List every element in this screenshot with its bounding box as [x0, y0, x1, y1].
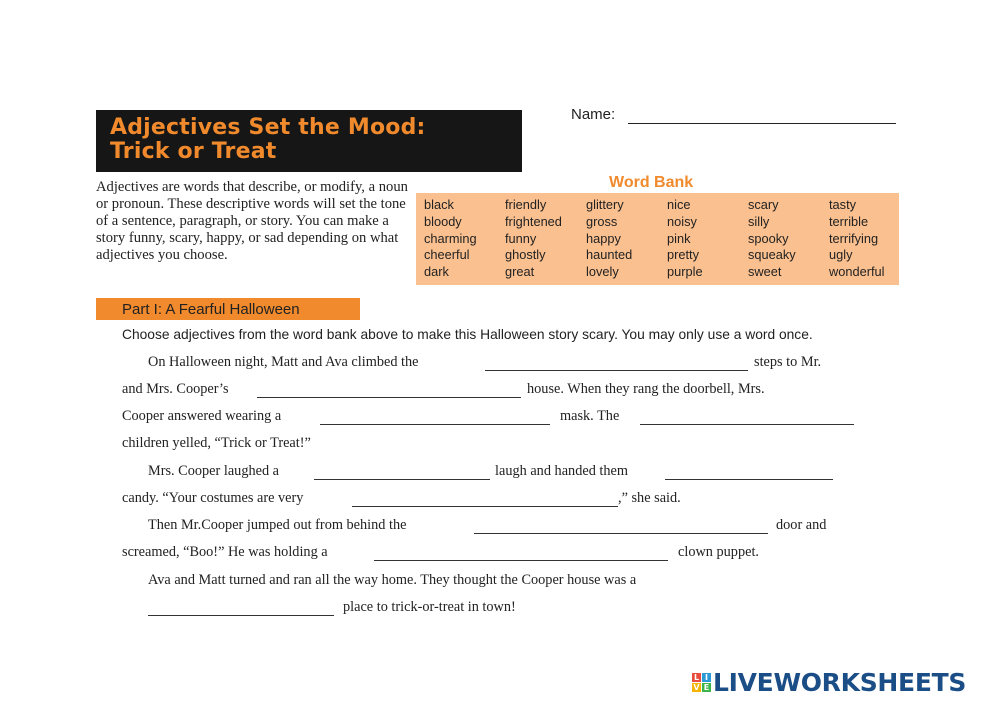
- word-bank-title: Word Bank: [609, 174, 694, 191]
- story-text: place to trick-or-treat in town!: [343, 599, 516, 615]
- story-text: Cooper answered wearing a: [122, 408, 282, 424]
- word-bank-word: lovely: [586, 264, 619, 280]
- story-text: mask. The: [560, 408, 620, 424]
- word-bank-column: [505, 197, 562, 281]
- word-bank-word: gross: [586, 213, 618, 229]
- word-bank-word: pretty: [667, 247, 700, 263]
- word-bank-word: scary: [748, 197, 779, 212]
- logo-letter: E: [703, 682, 710, 692]
- word-bank-word: frightened: [505, 213, 562, 229]
- word-bank-word: terrible: [829, 213, 869, 229]
- word-bank-word: ugly: [829, 247, 853, 263]
- word-bank-word: noisy: [667, 213, 697, 229]
- story-text: Ava and Matt turned and ran all the way home. They thought the Cooper house was a: [148, 572, 637, 588]
- word-bank-column: [829, 197, 885, 281]
- story-text: house. When they rang the doorbell, Mrs.: [527, 381, 765, 397]
- answer-blank-3[interactable]: [320, 424, 550, 425]
- word-bank-word: glittery: [586, 197, 624, 212]
- answer-blank-8[interactable]: [474, 533, 768, 534]
- name-input-line[interactable]: [628, 123, 896, 124]
- story-text: On Halloween night, Matt and Ava climbed the: [148, 354, 419, 370]
- word-bank-column: [667, 197, 703, 281]
- word-bank-word: tasty: [829, 197, 857, 212]
- story-text: laugh and handed them: [495, 463, 629, 479]
- logo-letter: L: [693, 672, 700, 682]
- word-bank-word: wonderful: [829, 264, 885, 280]
- word-bank-word: pink: [667, 230, 691, 246]
- word-bank-word: bloody: [424, 213, 462, 229]
- word-bank-word: spooky: [748, 230, 789, 246]
- logo-text: LIVEWORKSHEETS: [713, 667, 967, 697]
- liveworksheets-logo: [692, 666, 966, 698]
- answer-blank-7[interactable]: [352, 506, 618, 507]
- word-bank-word: haunted: [586, 247, 633, 263]
- story-text: screamed, “Boo!” He was holding a: [122, 544, 328, 560]
- title-line-1: Adjectives Set the Mood:: [110, 115, 426, 140]
- title-banner: [96, 110, 522, 172]
- word-bank-word: friendly: [505, 197, 547, 212]
- story-text: Then Mr.Cooper jumped out from behind the: [148, 517, 407, 533]
- word-bank-word: squeaky: [748, 247, 796, 263]
- word-bank: [416, 193, 899, 285]
- story-text: ,” she said.: [618, 490, 681, 506]
- name-label: Name:: [571, 106, 616, 123]
- story-text: and Mrs. Cooper’s: [122, 381, 229, 397]
- story-text: steps to Mr.: [754, 354, 822, 370]
- word-bank-word: cheerful: [424, 247, 470, 263]
- word-bank-word: charming: [424, 230, 477, 246]
- answer-blank-9[interactable]: [374, 560, 668, 561]
- word-bank-column: [586, 197, 632, 281]
- answer-blank-2[interactable]: [257, 397, 521, 398]
- part-heading: [96, 298, 360, 320]
- answer-blank-6[interactable]: [665, 479, 833, 480]
- word-bank-word: funny: [505, 230, 537, 246]
- word-bank-word: great: [505, 264, 535, 280]
- word-bank-word: happy: [586, 230, 621, 246]
- answer-blank-1[interactable]: [485, 370, 748, 371]
- story-text: Mrs. Cooper laughed a: [148, 463, 280, 479]
- worksheet-title: [110, 116, 426, 164]
- liveworksheets-logo-icon: [692, 673, 711, 692]
- logo-letter: V: [693, 682, 700, 692]
- word-bank-word: terrifying: [829, 230, 879, 246]
- instructions: Choose adjectives from the word bank above to make this Halloween story scary. You may only use a word once.: [122, 327, 813, 342]
- answer-blank-4[interactable]: [640, 424, 854, 425]
- word-bank-word: dark: [424, 264, 449, 280]
- story-text: clown puppet.: [678, 544, 759, 560]
- answer-blank-10[interactable]: [148, 615, 334, 616]
- part-title: Part I: A Fearful Halloween: [122, 301, 300, 318]
- word-bank-word: sweet: [748, 264, 782, 280]
- word-bank-word: black: [424, 197, 454, 212]
- word-bank-word: silly: [748, 213, 770, 229]
- logo-letter: I: [702, 673, 711, 682]
- word-bank-column: [424, 197, 477, 281]
- story-text: children yelled, “Trick or Treat!”: [122, 435, 311, 451]
- word-bank-column: [748, 197, 796, 281]
- word-bank-word: ghostly: [505, 247, 546, 263]
- title-line-2: Trick or Treat: [110, 139, 277, 164]
- story-text: door and: [776, 517, 827, 533]
- story-text: candy. “Your costumes are very: [122, 490, 304, 506]
- answer-blank-5[interactable]: [314, 479, 490, 480]
- word-bank-word: nice: [667, 197, 691, 212]
- word-bank-word: purple: [667, 264, 703, 280]
- intro-paragraph: Adjectives are words that describe, or modify, a noun or pronoun. These descriptive words will set the tone of a sentence, paragraph, or story. You can make a story funny, scary, happy, or sad depending on what adjectives you choose.: [96, 179, 408, 263]
